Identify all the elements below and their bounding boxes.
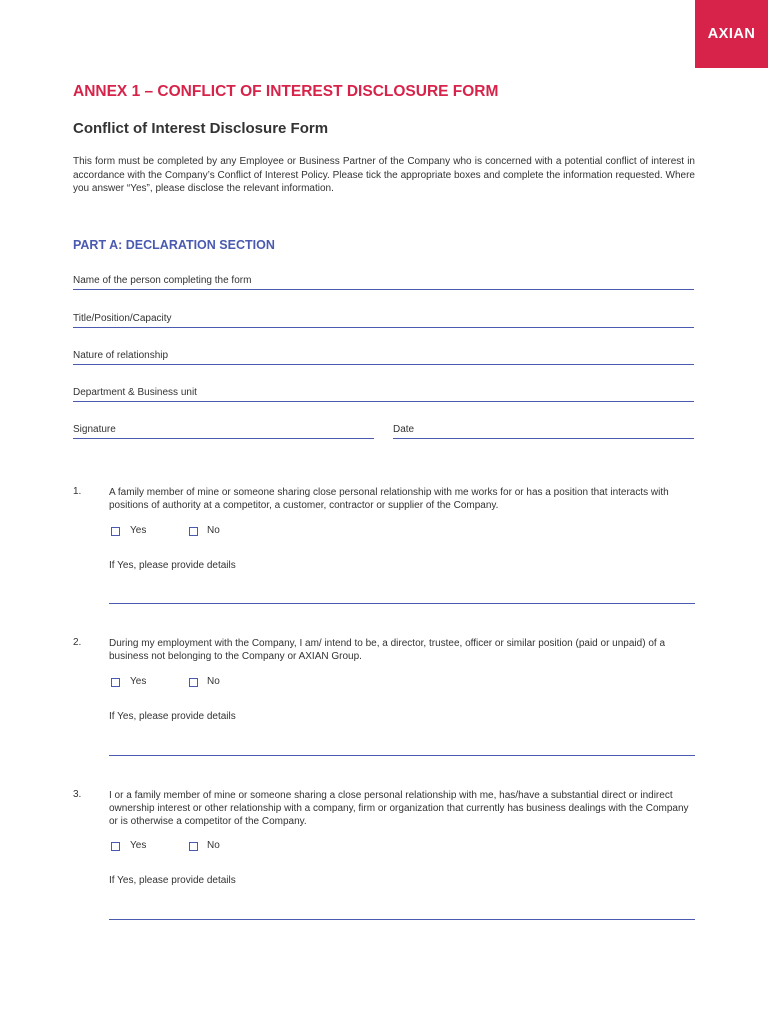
department-field[interactable] (73, 385, 694, 402)
q2-no-label: No (207, 676, 220, 687)
question-number: 2. (73, 637, 82, 648)
brand-logo (695, 0, 768, 68)
signature-field[interactable] (73, 422, 374, 439)
title-field-label: Title/Position/Capacity (73, 313, 172, 324)
relationship-field[interactable] (73, 348, 694, 365)
q2-details-input[interactable] (109, 755, 695, 756)
form-title: Conflict of Interest Disclosure Form (73, 120, 329, 137)
q3-no-label: No (207, 840, 220, 851)
q2-no-checkbox[interactable] (189, 678, 198, 687)
title-field[interactable] (73, 311, 694, 328)
department-field-label: Department & Business unit (73, 387, 197, 398)
question-text: During my employment with the Company, I am/ intend to be, a director, trustee, officer or similar position (paid or unpaid) of a business not belonging to the Company or AXIAN Group. (109, 638, 666, 662)
annex-title: ANNEX 1 – CONFLICT OF INTEREST DISCLOSURE FORM (73, 83, 499, 100)
name-field[interactable] (73, 273, 694, 290)
relationship-field-label: Nature of relationship (73, 350, 169, 361)
q1-details-label: If Yes, please provide details (109, 560, 236, 571)
date-field[interactable] (393, 422, 694, 439)
q2-yes-checkbox[interactable] (111, 678, 120, 687)
q1-no-checkbox[interactable] (189, 527, 198, 536)
q1-details-input[interactable] (109, 603, 695, 604)
q1-yes-checkbox[interactable] (111, 527, 120, 536)
question-text: A family member of mine or someone sharing close personal relationship with me works for or has a position that interacts with positions of authority at a competitor, a customer, contractor or supplier of the Company. (109, 487, 669, 511)
date-field-label: Date (393, 424, 415, 435)
signature-field-label: Signature (73, 424, 116, 435)
q2-yes-label: Yes (130, 676, 147, 687)
logo-text: AXIAN (707, 26, 756, 42)
intro-paragraph: This form must be completed by any Employee or Business Partner of the Company who is concerned with a potential conflict of interest in accordance with the Company’s Conflict of Interest Policy. Please tick the appropriate boxes and complete the information requested. Where you answer “Yes”, please disclose the relevant information. (73, 156, 695, 194)
q3-yes-checkbox[interactable] (111, 842, 120, 851)
q3-yes-label: Yes (130, 840, 147, 851)
q1-yes-label: Yes (130, 525, 147, 536)
question-text: I or a family member of mine or someone sharing a close personal relationship with me, has/have a substantial direct or indirect ownership interest or other relationship with a company, firm or organization that currently has business dealings with the Company or is otherwise a competitor of the Company. (109, 790, 689, 827)
question-number: 3. (73, 789, 82, 800)
q2-details-label: If Yes, please provide details (109, 711, 236, 722)
q1-no-label: No (207, 525, 220, 536)
part-a-heading: PART A: DECLARATION SECTION (73, 238, 275, 252)
q3-details-input[interactable] (109, 919, 695, 920)
q3-details-label: If Yes, please provide details (109, 875, 236, 886)
q3-no-checkbox[interactable] (189, 842, 198, 851)
question-number: 1. (73, 486, 82, 497)
name-field-label: Name of the person completing the form (73, 275, 252, 286)
